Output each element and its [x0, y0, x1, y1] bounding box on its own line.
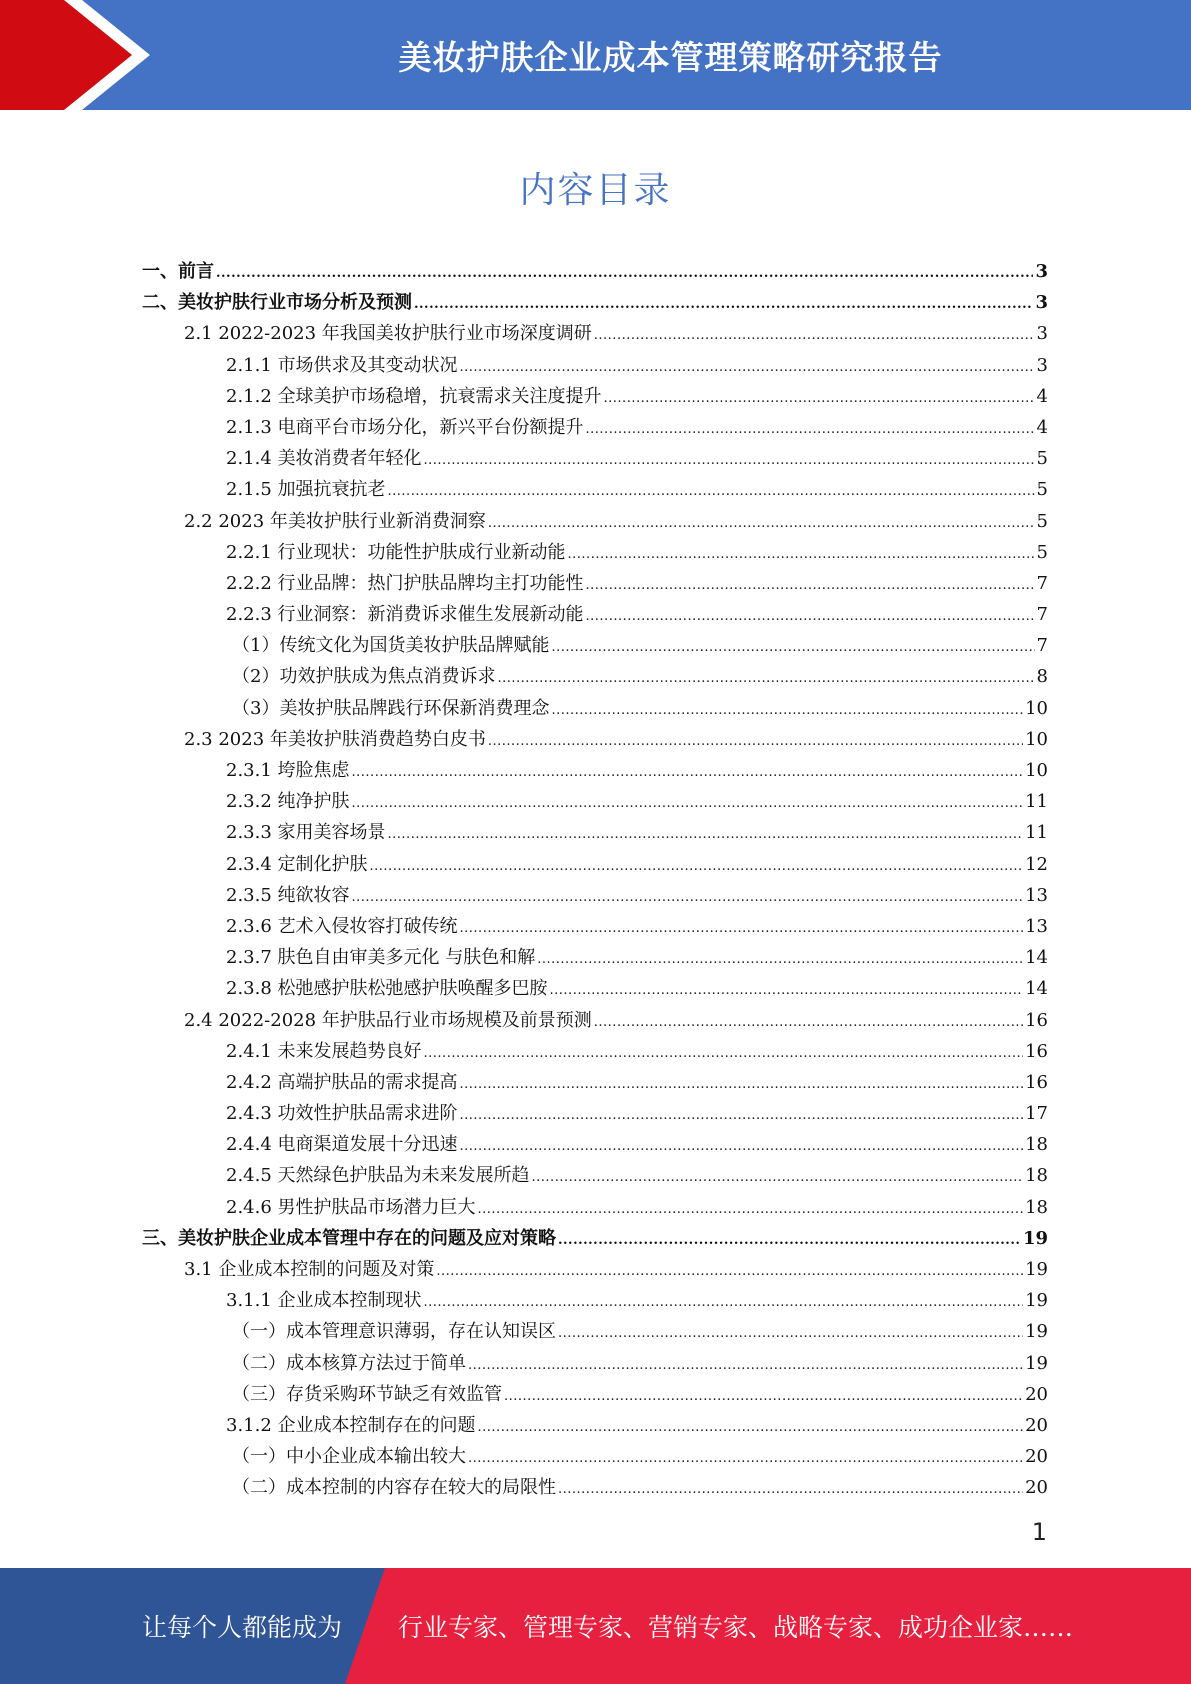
toc-dot-leader [436, 1256, 1023, 1287]
page-header [0, 0, 1191, 110]
toc-entry-page: 20 [1025, 1414, 1048, 1436]
toc-entry[interactable] [142, 318, 1048, 349]
toc-entry-title: 2.2.1 行业现状：功能性护肤成行业新动能 [226, 541, 566, 563]
toc-entry-page: 19 [1022, 1227, 1048, 1249]
toc-dot-leader [352, 882, 1024, 913]
toc-entry-title: 一、前言 [142, 261, 214, 282]
toc-dot-leader [216, 258, 1033, 289]
toc-entry-page: 13 [1025, 915, 1048, 937]
toc-entry-page: 5 [1036, 479, 1048, 501]
toc-entry-title: 2.4.1 未来发展趋势良好 [226, 1040, 422, 1062]
toc-entry-title: （二）成本控制的内容存在较大的局限性 [232, 1477, 556, 1499]
toc-dot-leader [594, 1007, 1023, 1038]
toc-entry[interactable] [142, 412, 1048, 443]
toc-entry-title: 2.1.2 全球美护市场稳增，抗衰需求关注度提升 [226, 385, 602, 407]
toc-entry-title: 2.1.1 市场供求及其变动状况 [226, 354, 458, 376]
toc-entry-page: 19 [1025, 1321, 1048, 1343]
toc-entry[interactable] [142, 849, 1048, 880]
toc-entry[interactable] [142, 1160, 1048, 1191]
toc-entry[interactable] [142, 287, 1048, 318]
toc-entry-page: 18 [1025, 1165, 1048, 1187]
toc-entry[interactable] [142, 1005, 1048, 1036]
toc-dot-leader [424, 1038, 1024, 1069]
toc-entry-title: 2.2.2 行业品牌：热门护肤品牌均主打功能性 [226, 572, 584, 594]
toc-entry-page: 10 [1025, 760, 1048, 781]
toc-dot-leader [478, 1194, 1024, 1225]
toc-dot-leader [594, 320, 1035, 351]
toc-entry-page: 11 [1025, 791, 1048, 813]
toc-entry-title: 2.3.4 定制化护肤 [226, 853, 368, 875]
toc-entry[interactable] [142, 1254, 1048, 1285]
toc-entry-title: （一）成本管理意识薄弱，存在认知误区 [232, 1321, 556, 1343]
toc-entry[interactable] [142, 661, 1048, 692]
toc-entry-title: 2.3.7 肤色自由审美多元化 与肤色和解 [226, 947, 536, 969]
toc-entry-title: 2.3.3 家用美容场景 [226, 822, 386, 844]
toc-entry-page: 12 [1025, 853, 1048, 875]
toc-entry-title: 2.2 2023 年美妆护肤行业新消费洞察 [184, 510, 486, 532]
toc-entry-page: 5 [1036, 541, 1048, 563]
toc-entry-title: （1）传统文化为国货美妆护肤品牌赋能 [232, 635, 550, 657]
toc-dot-leader [352, 757, 1024, 788]
toc-entry-page: 18 [1025, 1134, 1048, 1156]
page-number: 1 [1031, 1518, 1047, 1546]
toc-entry-page: 20 [1025, 1383, 1048, 1405]
toc-dot-leader [586, 601, 1035, 632]
toc-dot-leader [352, 788, 1024, 819]
toc-entry-title: 2.1.3 电商平台市场分化，新兴平台份额提升 [226, 416, 584, 438]
toc-entry[interactable] [142, 537, 1048, 568]
toc-entry-page: 8 [1036, 666, 1048, 688]
toc-entry-title: （一）中小企业成本输出较大 [232, 1446, 466, 1468]
toc-entry[interactable] [142, 1348, 1048, 1379]
toc-dot-leader [370, 851, 1024, 882]
toc-entry[interactable] [142, 568, 1048, 599]
toc-entry-title: （二）成本核算方法过于简单 [232, 1352, 466, 1374]
toc-entry[interactable] [142, 1316, 1048, 1347]
toc-entry[interactable] [142, 443, 1048, 474]
toc-dot-leader [488, 726, 1023, 757]
toc-entry[interactable] [142, 1379, 1048, 1410]
toc-dot-leader [460, 352, 1035, 383]
toc-entry-page: 19 [1025, 1352, 1048, 1374]
toc-dot-leader [558, 1474, 1023, 1505]
toc-entry[interactable] [142, 693, 1048, 724]
toc-dot-leader [558, 1318, 1023, 1349]
toc-entry-page: 16 [1025, 1071, 1048, 1093]
toc-entry[interactable] [142, 1223, 1048, 1254]
toc-dot-leader [460, 913, 1024, 944]
footer-slogan-left: 让每个人都能成为 [142, 1613, 343, 1642]
toc-entry[interactable] [142, 1129, 1048, 1160]
toc-entry[interactable] [142, 256, 1048, 287]
toc-entry[interactable] [142, 911, 1048, 942]
toc-entry[interactable] [142, 381, 1048, 412]
table-of-contents [142, 256, 1048, 1504]
toc-entry-page: 7 [1036, 604, 1048, 626]
toc-entry-page: 7 [1036, 572, 1048, 594]
toc-dot-leader [537, 944, 1023, 975]
toc-entry[interactable] [142, 1285, 1048, 1316]
toc-entry[interactable] [142, 1441, 1048, 1472]
toc-entry-page: 3 [1035, 261, 1048, 282]
toc-dot-leader [424, 1287, 1024, 1318]
toc-entry-title: 2.4.6 男性护肤品市场潜力巨大 [226, 1196, 476, 1218]
toc-entry-page: 20 [1025, 1446, 1048, 1468]
toc-entry-page: 19 [1025, 1290, 1048, 1312]
toc-entry[interactable] [142, 1472, 1048, 1503]
toc-dot-leader [586, 570, 1035, 601]
toc-entry-page: 4 [1036, 416, 1048, 438]
toc-heading: 内容目录 [519, 170, 672, 211]
toc-entry-page: 18 [1025, 1196, 1048, 1218]
toc-entry[interactable] [142, 1192, 1048, 1223]
toc-entry-page: 10 [1025, 728, 1048, 750]
toc-entry-title: 2.2.3 行业洞察：新消费诉求催生发展新动能 [226, 604, 584, 626]
toc-entry-title: （2）功效护肤成为焦点消费诉求 [232, 666, 496, 688]
toc-entry-page: 7 [1036, 635, 1048, 657]
toc-entry-page: 11 [1025, 822, 1048, 844]
toc-entry-title: 2.3.5 纯欲妆容 [226, 884, 350, 906]
toc-entry[interactable] [142, 630, 1048, 661]
toc-entry[interactable] [142, 1410, 1048, 1441]
toc-entry[interactable] [142, 1098, 1048, 1129]
toc-dot-leader [551, 695, 1023, 726]
toc-entry-page: 10 [1025, 697, 1048, 719]
toc-entry-page: 5 [1036, 448, 1048, 470]
toc-dot-leader [460, 1131, 1024, 1162]
toc-entry-title: （3）美妆护肤品牌践行环保新消费理念 [232, 697, 550, 719]
toc-entry[interactable] [142, 786, 1048, 817]
toc-entry-page: 16 [1025, 1040, 1048, 1062]
chevron-arrow-icon [0, 0, 160, 110]
toc-entry-title: 2.4.3 功效性护肤品需求进阶 [226, 1103, 458, 1125]
toc-entry-title: 2.1.4 美妆消费者年轻化 [226, 448, 422, 470]
toc-dot-leader [550, 975, 1024, 1006]
toc-dot-leader [424, 445, 1035, 476]
toc-entry[interactable] [142, 474, 1048, 505]
toc-dot-leader [388, 476, 1035, 507]
toc-dot-leader [478, 1412, 1024, 1443]
toc-dot-leader [558, 1225, 1021, 1256]
toc-entry-title: 3.1.2 企业成本控制存在的问题 [226, 1414, 476, 1436]
toc-entry-title: 2.1.5 加强抗衰抗老 [226, 479, 386, 501]
toc-entry-page: 4 [1036, 385, 1048, 407]
report-title: 美妆护肤企业成本管理策略研究报告 [398, 37, 943, 77]
toc-entry-page: 17 [1025, 1103, 1048, 1125]
toc-entry-title: 2.3 2023 年美妆护肤消费趋势白皮书 [184, 728, 486, 750]
toc-entry-page: 5 [1036, 510, 1048, 532]
toc-entry-title: 3.1.1 企业成本控制现状 [226, 1290, 422, 1312]
toc-dot-leader [488, 508, 1035, 539]
toc-entry-title: 2.4.5 天然绿色护肤品为未来发展所趋 [226, 1165, 530, 1187]
toc-entry-page: 3 [1036, 354, 1048, 376]
toc-entry[interactable] [142, 724, 1048, 755]
toc-entry-title: 3.1 企业成本控制的问题及对策 [184, 1259, 435, 1280]
footer-slogan-right: 行业专家、管理专家、营销专家、战略专家、成功企业家…… [398, 1613, 1074, 1642]
toc-dot-leader [586, 414, 1035, 445]
toc-entry-page: 14 [1025, 947, 1048, 969]
toc-entry[interactable] [142, 350, 1048, 381]
toc-entry[interactable] [142, 817, 1048, 848]
toc-entry[interactable] [142, 1067, 1048, 1098]
toc-entry-page: 20 [1025, 1477, 1048, 1499]
toc-entry-page: 3 [1035, 292, 1048, 314]
toc-entry-title: 2.3.2 纯净护肤 [226, 791, 350, 813]
toc-dot-leader [497, 663, 1034, 694]
toc-entry-title: 三、美妆护肤企业成本管理中存在的问题及应对策略 [142, 1227, 556, 1249]
toc-entry-page: 3 [1036, 323, 1048, 345]
toc-dot-leader [460, 1100, 1024, 1131]
toc-entry-title: 二、美妆护肤行业市场分析及预测 [142, 292, 412, 314]
toc-dot-leader [388, 819, 1024, 850]
toc-entry-title: 2.3.6 艺术入侵妆容打破传统 [226, 915, 458, 937]
toc-dot-leader [551, 632, 1034, 663]
toc-entry-title: 2.3.8 松弛感护肤松弛感护肤唤醒多巴胺 [226, 978, 548, 1000]
toc-dot-leader [568, 539, 1035, 570]
toc-entry-title: （三）存货采购环节缺乏有效监管 [232, 1383, 502, 1405]
toc-dot-leader [504, 1381, 1023, 1412]
toc-dot-leader [532, 1162, 1024, 1193]
toc-entry-page: 19 [1025, 1259, 1048, 1280]
page-footer [0, 1568, 1191, 1684]
toc-entry-title: 2.4.2 高端护肤品的需求提高 [226, 1071, 458, 1093]
toc-entry[interactable] [142, 755, 1048, 786]
toc-entry-page: 14 [1025, 978, 1048, 1000]
toc-dot-leader [414, 289, 1033, 320]
toc-dot-leader [460, 1069, 1024, 1100]
toc-entry[interactable] [142, 506, 1048, 537]
toc-entry-title: 2.4.4 电商渠道发展十分迅速 [226, 1134, 458, 1156]
toc-dot-leader [604, 383, 1035, 414]
toc-entry-title: 2.3.1 垮脸焦虑 [226, 760, 350, 781]
toc-entry-title: 2.1 2022-2023 年我国美妆护肤行业市场深度调研 [184, 323, 592, 345]
toc-entry-page: 13 [1025, 884, 1048, 906]
toc-entry[interactable] [142, 1036, 1048, 1067]
toc-dot-leader [468, 1350, 1023, 1381]
toc-entry[interactable] [142, 942, 1048, 973]
toc-entry[interactable] [142, 880, 1048, 911]
toc-entry[interactable] [142, 973, 1048, 1004]
toc-entry[interactable] [142, 599, 1048, 630]
toc-entry-title: 2.4 2022-2028 年护肤品行业市场规模及前景预测 [184, 1009, 592, 1031]
toc-entry-page: 16 [1025, 1009, 1048, 1031]
toc-dot-leader [468, 1443, 1023, 1474]
